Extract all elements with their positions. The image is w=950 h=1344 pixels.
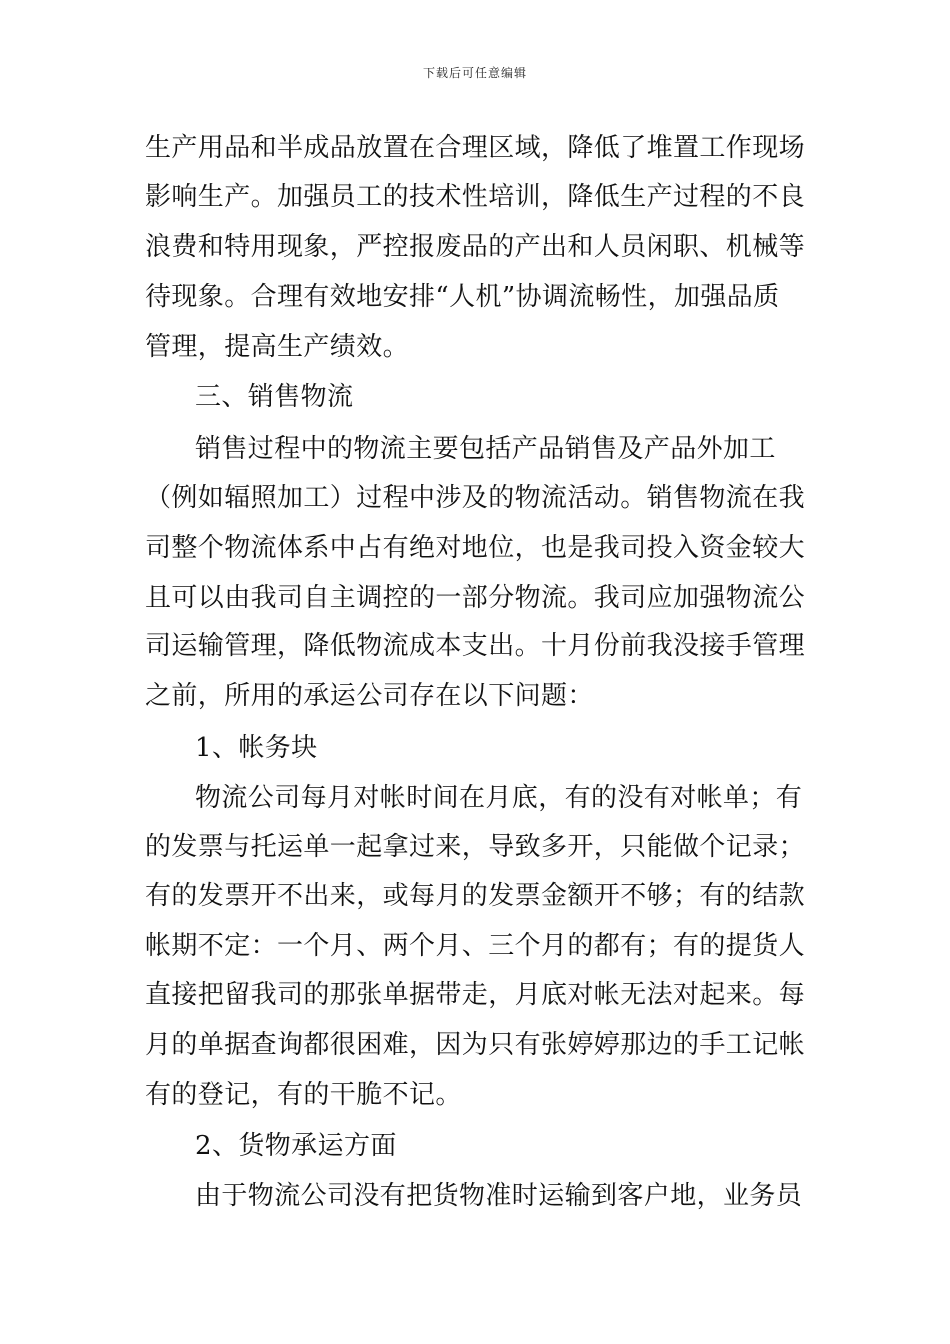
- body-line: 管理，提高生产绩效。: [145, 332, 410, 362]
- subsection-heading: 2、货物承运方面: [195, 1131, 397, 1161]
- body-line: 影响生产。加强员工的技术性培训，降低生产过程的不良: [145, 182, 806, 212]
- body-line: 有的登记，有的干脆不记。: [145, 1080, 462, 1110]
- body-line: 生产用品和半成品放置在合理区域，降低了堆置工作现场: [145, 133, 806, 163]
- body-line: 直接把留我司的那张单据带走，月底对帐无法对起来。每: [145, 980, 806, 1010]
- body-line: 月的单据查询都很困难，因为只有张婷婷那边的手工记帐: [145, 1030, 806, 1060]
- body-line: 浪费和特用现象，严控报废品的产出和人员闲职、机械等: [145, 232, 806, 262]
- body-line: 司运输管理，降低物流成本支出。十月份前我没接手管理: [145, 631, 806, 661]
- body-line: 销售过程中的物流主要包括产品销售及产品外加工: [195, 434, 776, 464]
- body-line: 待现象。合理有效地安排“人机”协调流畅性，加强品质: [145, 282, 780, 312]
- subsection-heading: 1、帐务块: [195, 733, 318, 763]
- body-line: 之前，所用的承运公司存在以下问题：: [145, 681, 594, 711]
- page-header: 下载后可任意编辑: [422, 66, 527, 80]
- body-line: 且可以由我司自主调控的一部分物流。我司应加强物流公: [145, 583, 806, 613]
- body-line: 有的发票开不出来，或每月的发票金额开不够；有的结款: [145, 881, 806, 911]
- body-line: 由于物流公司没有把货物准时运输到客户地，业务员: [195, 1181, 803, 1211]
- section-heading: 三、销售物流: [195, 382, 354, 412]
- body-line: 帐期不定：一个月、两个月、三个月的都有；有的提货人: [145, 931, 806, 961]
- body-line: 物流公司每月对帐时间在月底，有的没有对帐单；有: [195, 783, 803, 813]
- body-line: （例如辐照加工）过程中涉及的物流活动。销售物流在我: [145, 483, 806, 513]
- body-line: 司整个物流体系中占有绝对地位，也是我司投入资金较大: [145, 533, 806, 563]
- body-line: 的发票与托运单一起拿过来，导致多开，只能做个记录；: [145, 832, 806, 862]
